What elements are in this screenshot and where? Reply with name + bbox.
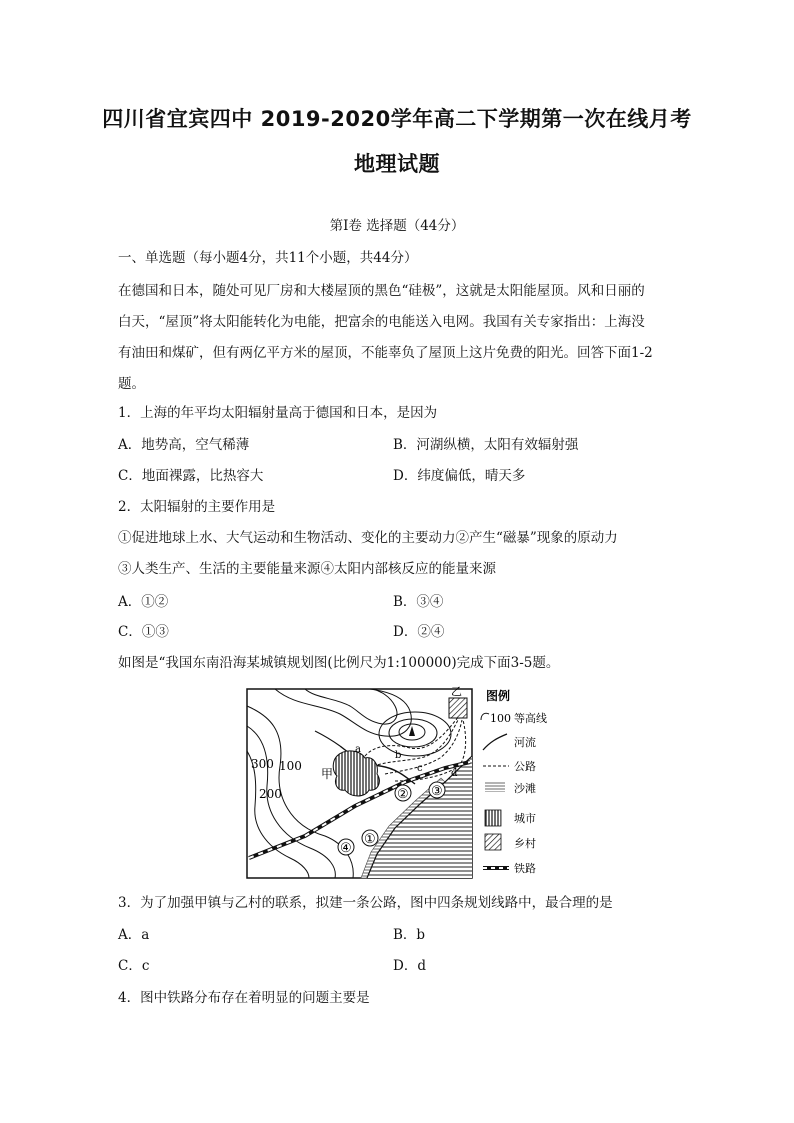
paper-title-line2: 地理试题: [354, 152, 440, 176]
part-heading: 一、单选题（每小题4分，共11个小题，共44分）: [118, 250, 418, 266]
passage-1-line: 白天，“屋顶”将太阳能转化为电能，把富余的电能送入电网。我国有关专家指出：上海没: [118, 314, 645, 330]
question-1-option-a: A．地势高，空气稀薄: [118, 437, 250, 453]
section-heading: 第Ⅰ卷 选择题（44分）: [329, 218, 465, 234]
legend-village: [485, 834, 536, 850]
legend-beach-label: 沙滩: [514, 782, 536, 795]
question-1-option-b: B．河湖纵横，太阳有效辐射强: [393, 437, 579, 453]
legend-railway: [483, 861, 536, 875]
passage-1-line: 在德国和日本，随处可见厂房和大楼屋顶的黑色“硅极”，这就是太阳能屋顶。风和日丽的: [118, 283, 645, 299]
legend-village-label: 乡村: [514, 837, 536, 850]
question-1-option-c: C．地面裸露，比热容大: [118, 468, 264, 484]
question-3-option-b: B．b: [393, 927, 426, 943]
site-4-label: ④: [340, 841, 352, 856]
passage-1-line: 有油田和煤矿，但有两亿平方米的屋顶，不能辜负了屋顶上这片免费的阳光。回答下面1-2: [118, 345, 653, 361]
town-jia-label: 甲: [321, 767, 334, 781]
question-3-stem: 3．为了加强甲镇与乙村的联系，拟建一条公路，图中四条规划线路中，最合理的是: [118, 895, 613, 911]
question-2-option-c: C．①③: [118, 624, 169, 640]
road-d-label: d: [451, 768, 458, 779]
legend-contour-label: 等高线: [514, 712, 547, 725]
question-2-stem: 2．太阳辐射的主要作用是: [118, 499, 276, 515]
question-2-option-d: D．②④: [393, 624, 445, 640]
legend-road: [483, 760, 536, 773]
legend-river: [483, 734, 536, 750]
question-1-stem: 1．上海的年平均太阳辐射量高于德国和日本，是因为: [118, 405, 438, 421]
question-3-option-a: A．a: [118, 927, 150, 943]
contour-label-100: 100: [279, 759, 302, 773]
legend-river-label: 河流: [514, 736, 536, 749]
legend-city-label: 城市: [514, 812, 536, 825]
paper-title-line1: 四川省宜宾四中 2019-2020学年高二下学期第一次在线月考: [102, 107, 692, 131]
question-4-stem: 4．图中铁路分布存在着明显的问题主要是: [118, 990, 370, 1006]
question-1-option-d: D．纬度偏低，晴天多: [393, 468, 526, 484]
town-planning-map: [245, 686, 565, 882]
passage-1-line: 题。: [118, 376, 145, 392]
question-2-option-b: B．③④: [393, 594, 444, 610]
legend-title: 图例: [486, 689, 511, 703]
passage-1: [118, 276, 678, 400]
legend-contour: [481, 711, 547, 725]
site-2-label: ②: [397, 787, 409, 802]
road-b-label: b: [395, 750, 402, 761]
legend-road-label: 公路: [514, 760, 536, 773]
question-2-statement-1: ①促进地球上水、大气运动和生物活动、变化的主要动力②产生“磁暴”现象的原动力: [118, 530, 618, 546]
legend-beach: [485, 781, 536, 795]
legend-contour-value: 100: [490, 712, 511, 725]
site-3-label: ③: [431, 784, 443, 799]
contour-label-200: 200: [259, 787, 282, 801]
passage-2: 如图是“我国东南沿海某城镇规划图(比例尺为1:100000)完成下面3-5题。: [118, 655, 560, 671]
legend-railway-label: 铁路: [514, 862, 536, 875]
question-3-option-c: C．c: [118, 958, 150, 974]
question-2-statement-2: ③人类生产、生活的主要能量来源④太阳内部核反应的能量来源: [118, 561, 496, 577]
question-2-option-a: A．①②: [118, 594, 169, 610]
village-yi-area: [449, 698, 467, 718]
road-a-label: a: [355, 744, 361, 755]
site-1-label: ①: [364, 832, 376, 847]
legend-city: [485, 810, 536, 826]
question-3-option-d: D．d: [393, 958, 426, 974]
contour-label-300: 300: [251, 757, 274, 771]
village-yi-label: 乙: [451, 686, 462, 698]
road-c-label: c: [417, 763, 423, 774]
